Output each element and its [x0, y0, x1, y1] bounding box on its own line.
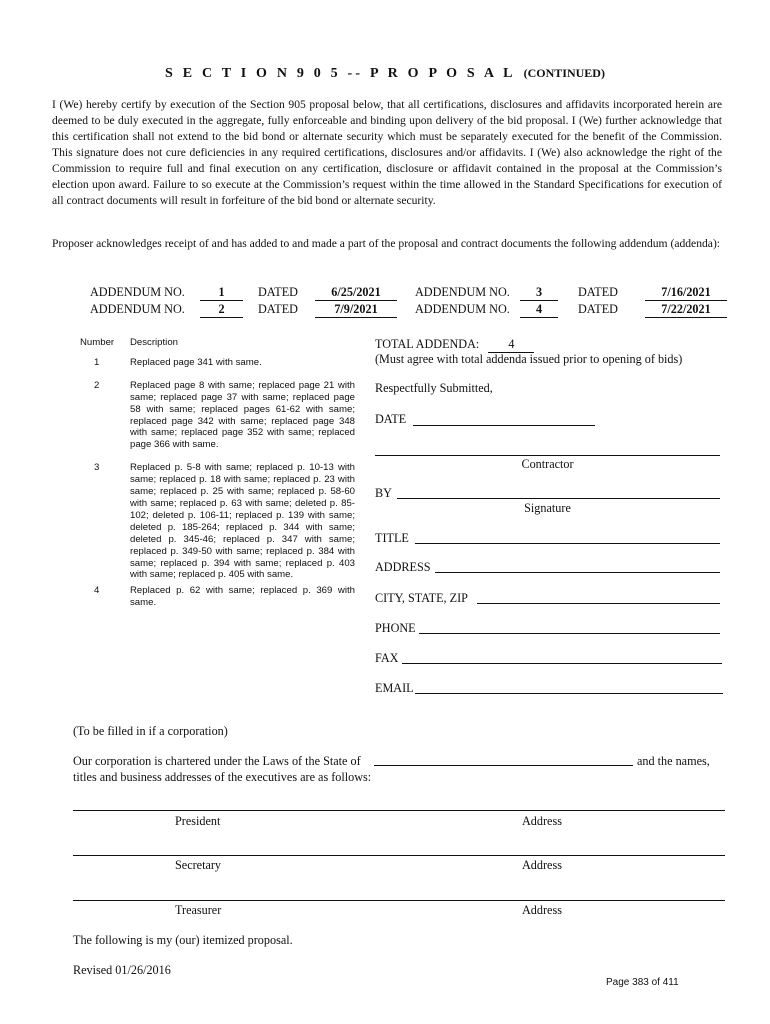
president-line[interactable] [73, 796, 725, 811]
revised-date: Revised 01/26/2016 [73, 963, 171, 977]
addendum-number: 1 [200, 284, 243, 301]
table-row [80, 380, 355, 451]
addendum-label: ADDENDUM NO. [90, 285, 185, 299]
dated-label: DATED [258, 302, 298, 316]
acknowledgement-paragraph: Proposer acknowledges receipt of and has added to and made a part of the proposal and contract documents the following addendum (addenda): [52, 237, 721, 250]
row-description: Replaced p. 5-8 with same; replaced p. 10-13 with same; replaced p. 18 with same; replaced p. 23 with same; replaced p. 25 with same; replaced p. 58-60 with same; replaced p. 63 with same; deleted p. 85-102; deleted p. 106-11; replaced p. 139 with same; deleted p. 185-264; replaced p. 344 with same; deleted p. 345-46; replaced p. 347 with same; replaced p. 349-50 with same; replaced p. 384 with same; replaced p. 394 with same; replaced p. 403 with same; replaced p. 405 with same. [130, 462, 355, 581]
dated-label: DATED [258, 285, 298, 299]
phone-field[interactable] [419, 619, 720, 634]
itemized-proposal-text: The following is my (our) itemized proposal. [73, 933, 293, 947]
secretary-line[interactable] [73, 841, 725, 856]
row-description: Replaced p. 62 with same; replaced p. 369 with same. [130, 585, 355, 609]
treasurer-label: Treasurer [175, 903, 222, 917]
date-field[interactable] [413, 411, 595, 426]
addendum-label: ADDENDUM NO. [415, 285, 510, 299]
table-header [80, 337, 355, 349]
chartered-text-end: and the names, [637, 754, 710, 768]
addendum-label: ADDENDUM NO. [415, 302, 510, 316]
city-state-zip-field[interactable] [477, 589, 720, 604]
row-description: Replaced page 341 with same. [130, 356, 262, 368]
chartered-text-continued: titles and business addresses of the executives are as follows: [73, 770, 372, 784]
addenda-row [0, 284, 770, 300]
page-title [0, 66, 770, 82]
section-title: S E C T I O N 9 0 5 -- P R O P O S A L [165, 66, 516, 81]
chartered-text: Our corporation is chartered under the Laws of the State of [73, 754, 361, 768]
respectfully-submitted: Respectfully Submitted, [375, 381, 493, 395]
dated-label: DATED [578, 285, 618, 299]
title-field[interactable] [415, 529, 720, 544]
email-field[interactable] [415, 679, 723, 694]
addendum-date: 7/9/2021 [315, 301, 397, 318]
addendum-date: 6/25/2021 [315, 284, 397, 301]
title-label: TITLE [375, 531, 409, 545]
president-label: President [175, 814, 221, 828]
email-label: EMAIL [375, 681, 414, 695]
contractor-field[interactable] [375, 441, 720, 456]
addendum-date: 7/22/2021 [645, 301, 727, 318]
row-description: Replaced page 8 with same; replaced page 21 with same; replaced page 37 with same; replaced page 58 with same; replaced pages 61-62 with same; replaced page 342 with same; replaced page 348 with same; replaced page 352 with same; replaced page 366 with same. [130, 379, 355, 451]
address-label: ADDRESS [375, 560, 431, 574]
row-number: 4 [94, 585, 100, 597]
state-field[interactable] [374, 751, 633, 766]
total-addenda-label: TOTAL ADDENDA: [375, 337, 480, 351]
secretary-address-label: Address [522, 858, 562, 872]
table-row [80, 462, 355, 581]
table-row [80, 357, 355, 369]
must-agree-note: (Must agree with total addenda issued prior to opening of bids) [375, 352, 683, 366]
fax-label: FAX [375, 651, 399, 665]
addendum-label: ADDENDUM NO. [90, 302, 185, 316]
continued-label: (CONTINUED) [523, 66, 605, 80]
signature-label: Signature [524, 501, 571, 515]
by-signature-field[interactable] [397, 484, 720, 499]
dated-label: DATED [578, 302, 618, 316]
by-label: BY [375, 486, 392, 500]
date-label: DATE [375, 412, 407, 426]
addendum-number: 3 [520, 284, 558, 301]
phone-label: PHONE [375, 621, 416, 635]
secretary-label: Secretary [175, 858, 222, 872]
row-number: 2 [94, 379, 100, 391]
fax-field[interactable] [402, 649, 722, 664]
addendum-date: 7/16/2021 [645, 284, 727, 301]
number-header: Number [80, 337, 115, 348]
addenda-description-table [80, 337, 355, 620]
addendum-number: 2 [200, 301, 243, 318]
row-number: 1 [94, 356, 100, 368]
certification-paragraph: I (We) hereby certify by execution of the Section 905 proposal below, that all certifications, disclosures and affidavits incorporated herein are deemed to be duly executed in the aggregate, fully enforceable and binding upon delivery of the bid proposal. I (We) further acknowledge that this certification shall not extend to the bid bond or alternate security which must be separately executed for the benefit of the Commission. This signature does not cure deficiencies in any required certifications, disclosures and/or affidavits. I (We) also acknowledge the right of the Commission to require full and final execution on any certification, disclosure or affidavit contained in the proposal at the Commission’s election upon award. Failure to so execute at the Commission’s request within the time allowed in the Standard Specifications for execution of all contract documents will result in forfeiture of the bid bond or alternate security. [52, 98, 722, 207]
page-number: Page 383 of 411 [606, 977, 679, 988]
table-row [80, 585, 355, 609]
description-header: Description [130, 337, 178, 348]
total-addenda-value[interactable]: 4 [488, 337, 534, 353]
president-address-label: Address [522, 814, 562, 828]
row-number: 3 [94, 462, 100, 474]
corporation-note: (To be filled in if a corporation) [73, 724, 228, 738]
addenda-row [0, 301, 770, 317]
treasurer-address-label: Address [522, 903, 562, 917]
addendum-number: 4 [520, 301, 558, 318]
city-state-zip-label: CITY, STATE, ZIP [375, 591, 468, 605]
treasurer-line[interactable] [73, 886, 725, 901]
total-addenda-line [375, 337, 534, 353]
address-field[interactable] [435, 558, 720, 573]
contractor-label: Contractor [521, 457, 574, 471]
